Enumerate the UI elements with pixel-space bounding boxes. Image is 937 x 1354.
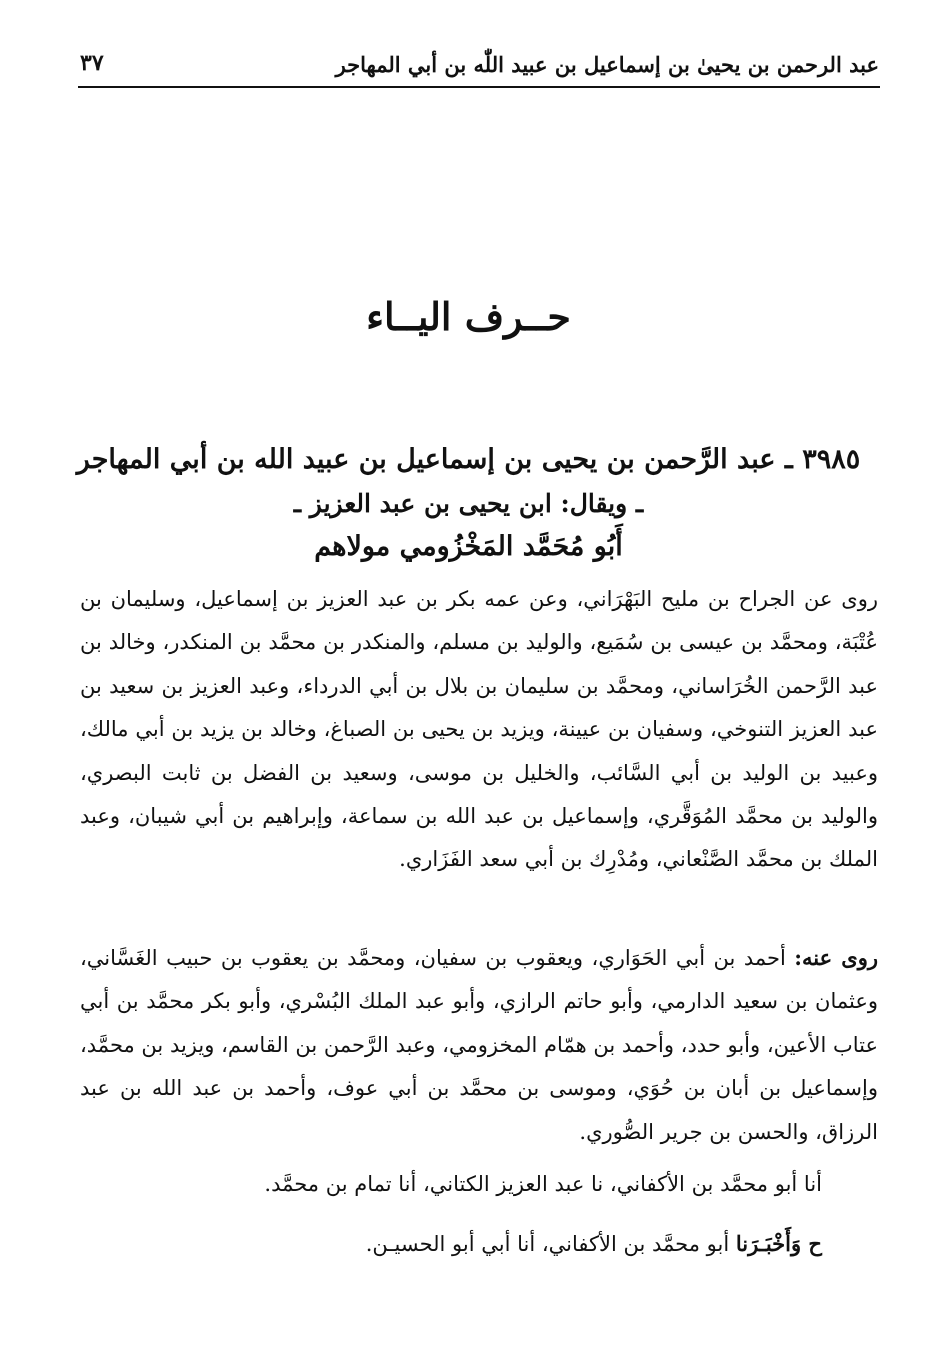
paragraph-narrated-from — [80, 578, 878, 882]
running-title: عبد الرحمن بن يحيىٰ بن إسماعيل بن عبيد اللّٰه بن أبي المهاجر — [335, 52, 879, 77]
paragraph-narrated-from-text: روى عن الجراح بن مليح البَهْرَاني، وعن عمه بكر بن عبد العزيز بن إسماعيل، وسليمان بن عُتْبَة، ومحمَّد بن عيسى بن سُمَيع، والوليد بن مسلم، والمنكدر بن محمَّد بن المنكدر، وخالد بن عبد الرَّحمن الخُرَاساني، ومحمَّد بن سليمان بن بلال بن أبي الدرداء، وعبد العزيز بن سعيد بن عبد العزيز التنوخي، وسفيان بن عيينة، ويزيد بن يحيى بن الصباغ، وخالد بن يزيد بن أبي مالك، وعبيد بن الوليد بن أبي السَّائب، والخليل بن موسى، وسعيد بن الفضل بن ثابت البصري، والوليد بن محمَّد المُوَقَّري، وإسماعيل بن عبد الله بن سماعة، وإبراهيم بن أبي شيبان، وعبد الملك بن محمَّد الصَّنْعاني، ومُدْرِك بن أبي سعد الفَزَاري. — [80, 587, 878, 872]
narrated-by-text: أحمد بن أبي الحَوَاري، ويعقوب بن سفيان، ومحمَّد بن يعقوب بن حبيب الغَسَّاني، وعثمان بن سعيد الدارمي، وأبو حاتم الرازي، وأبو عبد الملك البُسْري، وأبو بكر محمَّد بن أبي عتاب الأعين، وأبو حدد، وأحمد بن همّام المخزومي، وعبد الرَّحمن بن القاسم، ويزيد بن محمَّد، وإسماعيل بن أبان بن حُوَي، وموسى بن محمَّد بن أبي عوف، وأحمد بن عبد الله بن عبد الرزاق، والحسن بن جرير الصُّوري. — [80, 946, 878, 1144]
isnad-line-1-text: أنا أبو محمَّد بن الأكفاني، نا عبد العزيز الكتاني، أنا تمام بن محمَّد. — [264, 1172, 822, 1196]
section-heading: حــرف اليــاء — [366, 294, 571, 339]
header-rule — [78, 86, 880, 88]
isnad-line-2-text: أبو محمَّد بن الأكفاني، أنا أبي أبو الحسيـن. — [365, 1232, 736, 1256]
entry-title-line-2: ـ ويقال: ابن يحيى بن عبد العزيز ـ — [293, 489, 644, 518]
narrated-by-lead: روى عنه: — [794, 945, 878, 970]
page-number: ٣٧ — [80, 50, 104, 76]
entry-title-line-1: ٣٩٨٥ ـ عبد الرَّحمن بن يحيى بن إسماعيل بن عبيد الله بن أبي المهاجر — [76, 444, 861, 475]
entry-title-line-3: أَبُو مُحَمَّد المَخْزُومي مولاهم — [314, 531, 623, 562]
isnad-line-2-lead: ح وَأَخْبَـرَنا — [735, 1231, 822, 1256]
isnad-line-2 — [80, 1222, 878, 1266]
paragraph-narrated-by — [80, 936, 878, 1154]
isnad-line-1 — [80, 1163, 878, 1206]
